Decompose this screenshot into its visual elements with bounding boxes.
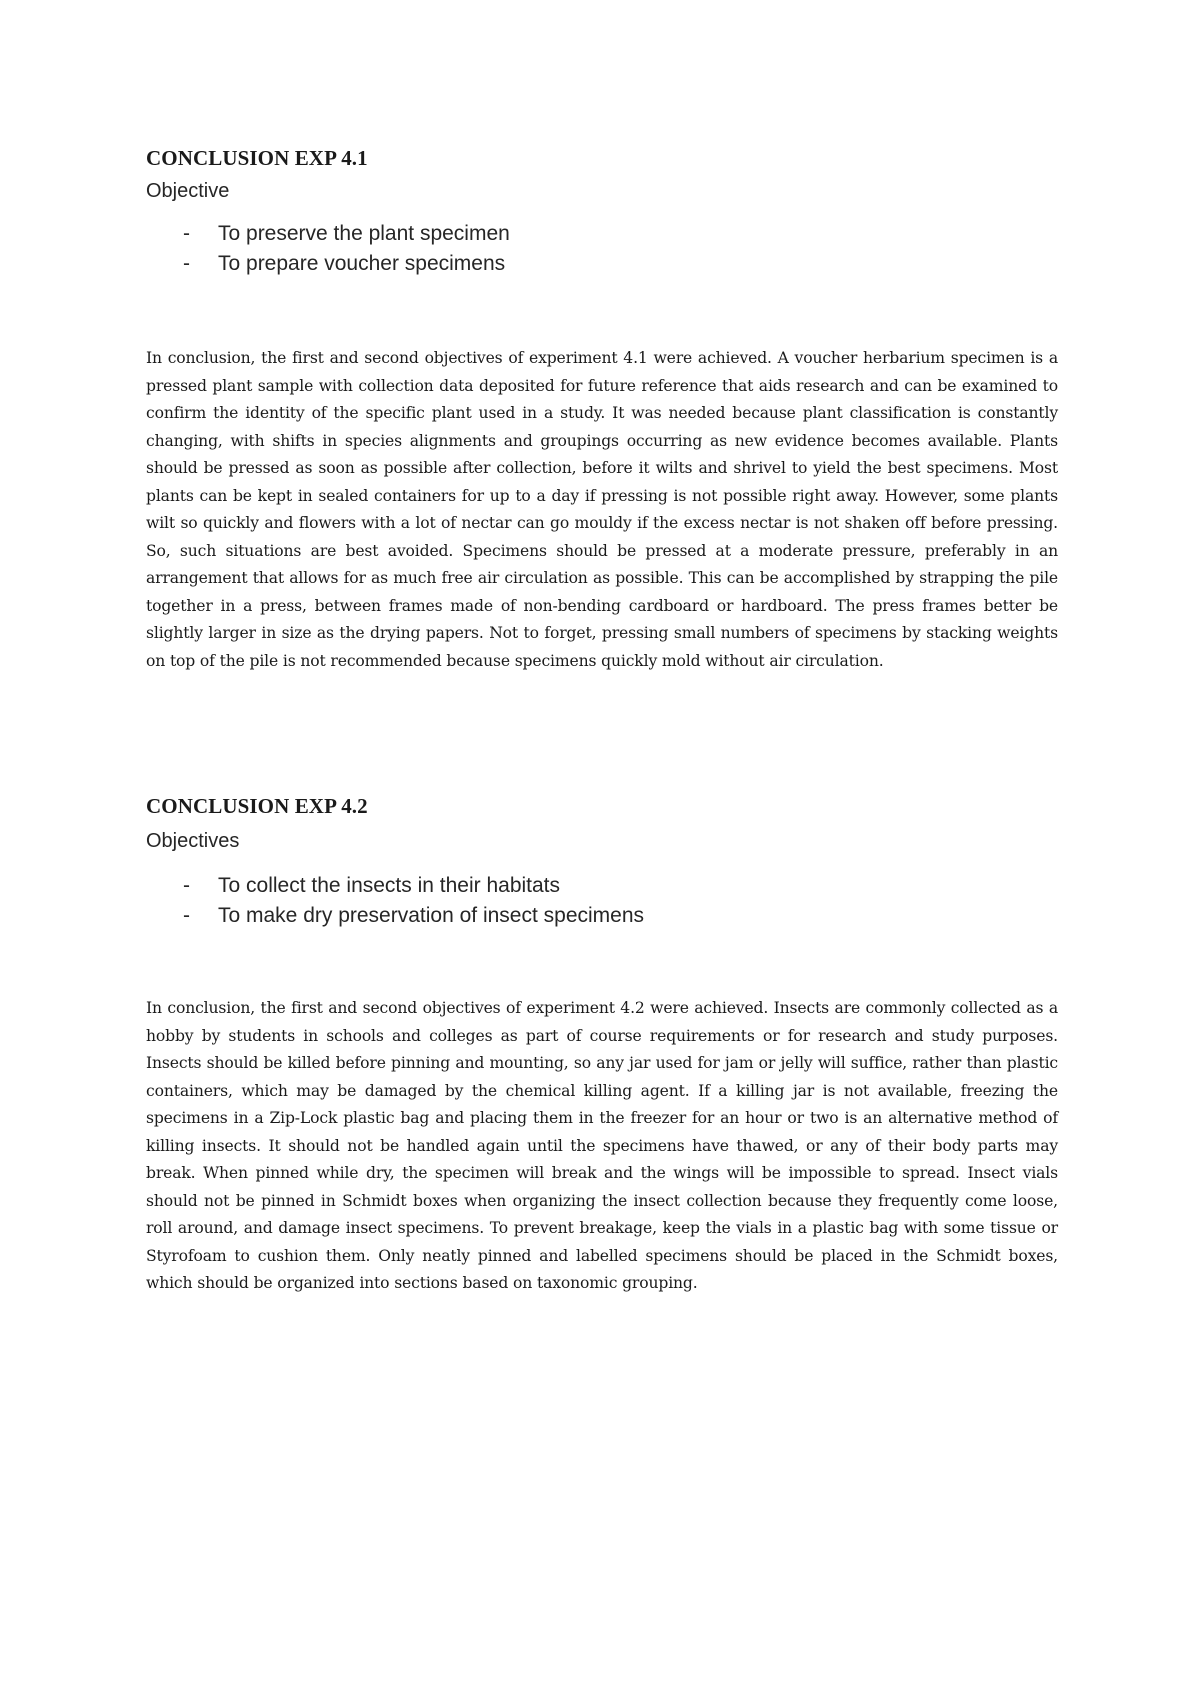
section-heading-exp-4-1: CONCLUSION EXP 4.1 bbox=[146, 146, 368, 170]
list-dash: - bbox=[183, 904, 190, 927]
objective-text: To collect the insects in their habitats bbox=[218, 874, 561, 897]
objectives-label-exp-4-1: Objective bbox=[146, 180, 230, 202]
objective-text: To prepare voucher specimens bbox=[218, 252, 506, 275]
list-item bbox=[146, 901, 644, 931]
list-item bbox=[146, 249, 510, 279]
document-page bbox=[146, 0, 1058, 1698]
section-heading-exp-4-2: CONCLUSION EXP 4.2 bbox=[146, 794, 368, 818]
list-dash: - bbox=[183, 252, 190, 275]
list-item bbox=[146, 219, 510, 249]
objective-text: To make dry preservation of insect specimens bbox=[218, 904, 645, 927]
objective-text: To preserve the plant specimen bbox=[218, 222, 510, 245]
list-dash: - bbox=[183, 222, 190, 245]
objectives-label-exp-4-2: Objectives bbox=[146, 830, 240, 852]
conclusion-paragraph-exp-4-1: In conclusion, the first and second objectives of experiment 4.1 were achieved. A voucher herbarium specimen is a pressed plant sample with collection data deposited for future reference that aids research and can be examined to confirm the identity of the specific plant used in a study. It was needed because plant classification is constantly changing, with shifts in species alignments and groupings occurring as new evidence becomes available. Plants should be pressed as soon as possible after collection, before it wilts and shrivel to yield the best specimens. Most plants can be kept in sealed containers for up to a day if pressing is not possible right away. However, some plants wilt so quickly and flowers with a lot of nectar can go mouldy if the excess nectar is not shaken off before pressing. So, such situations are best avoided. Specimens should be pressed at a moderate pressure, preferably in an arrangement that allows for as much free air circulation as possible. This can be accomplished by strapping the pile together in a press, between frames made of non-bending cardboard or hardboard. The press frames better be slightly larger in size as the drying papers. Not to forget, pressing small numbers of specimens by stacking weights on top of the pile is not recommended because specimens quickly mold without air circulation. bbox=[146, 349, 1058, 670]
objectives-list-exp-4-1 bbox=[146, 219, 510, 279]
conclusion-paragraph-exp-4-2: In conclusion, the first and second objectives of experiment 4.2 were achieved. Insects are commonly collected as a hobby by students in schools and colleges as part of course requirements or for research and study purposes. Insects should be killed before pinning and mounting, so any jar used for jam or jelly will suffice, rather than plastic containers, which may be damaged by the chemical killing agent. If a killing jar is not available, freezing the specimens in a Zip-Lock plastic bag and placing them in the freezer for an hour or two is an alternative method of killing insects. It should not be handled again until the specimens have thawed, or any of their body parts may break. When pinned while dry, the specimen will break and the wings will be impossible to spread. Insect vials should not be pinned in Schmidt boxes when organizing the insect collection because they frequently come loose, roll around, and damage insect specimens. To prevent breakage, keep the vials in a plastic bag with some tissue or Styrofoam to cushion them. Only neatly pinned and labelled specimens should be placed in the Schmidt boxes, which should be organized into sections based on taxonomic grouping. bbox=[146, 999, 1058, 1292]
list-item bbox=[146, 871, 644, 901]
list-dash: - bbox=[183, 874, 190, 897]
objectives-list-exp-4-2 bbox=[146, 871, 644, 931]
